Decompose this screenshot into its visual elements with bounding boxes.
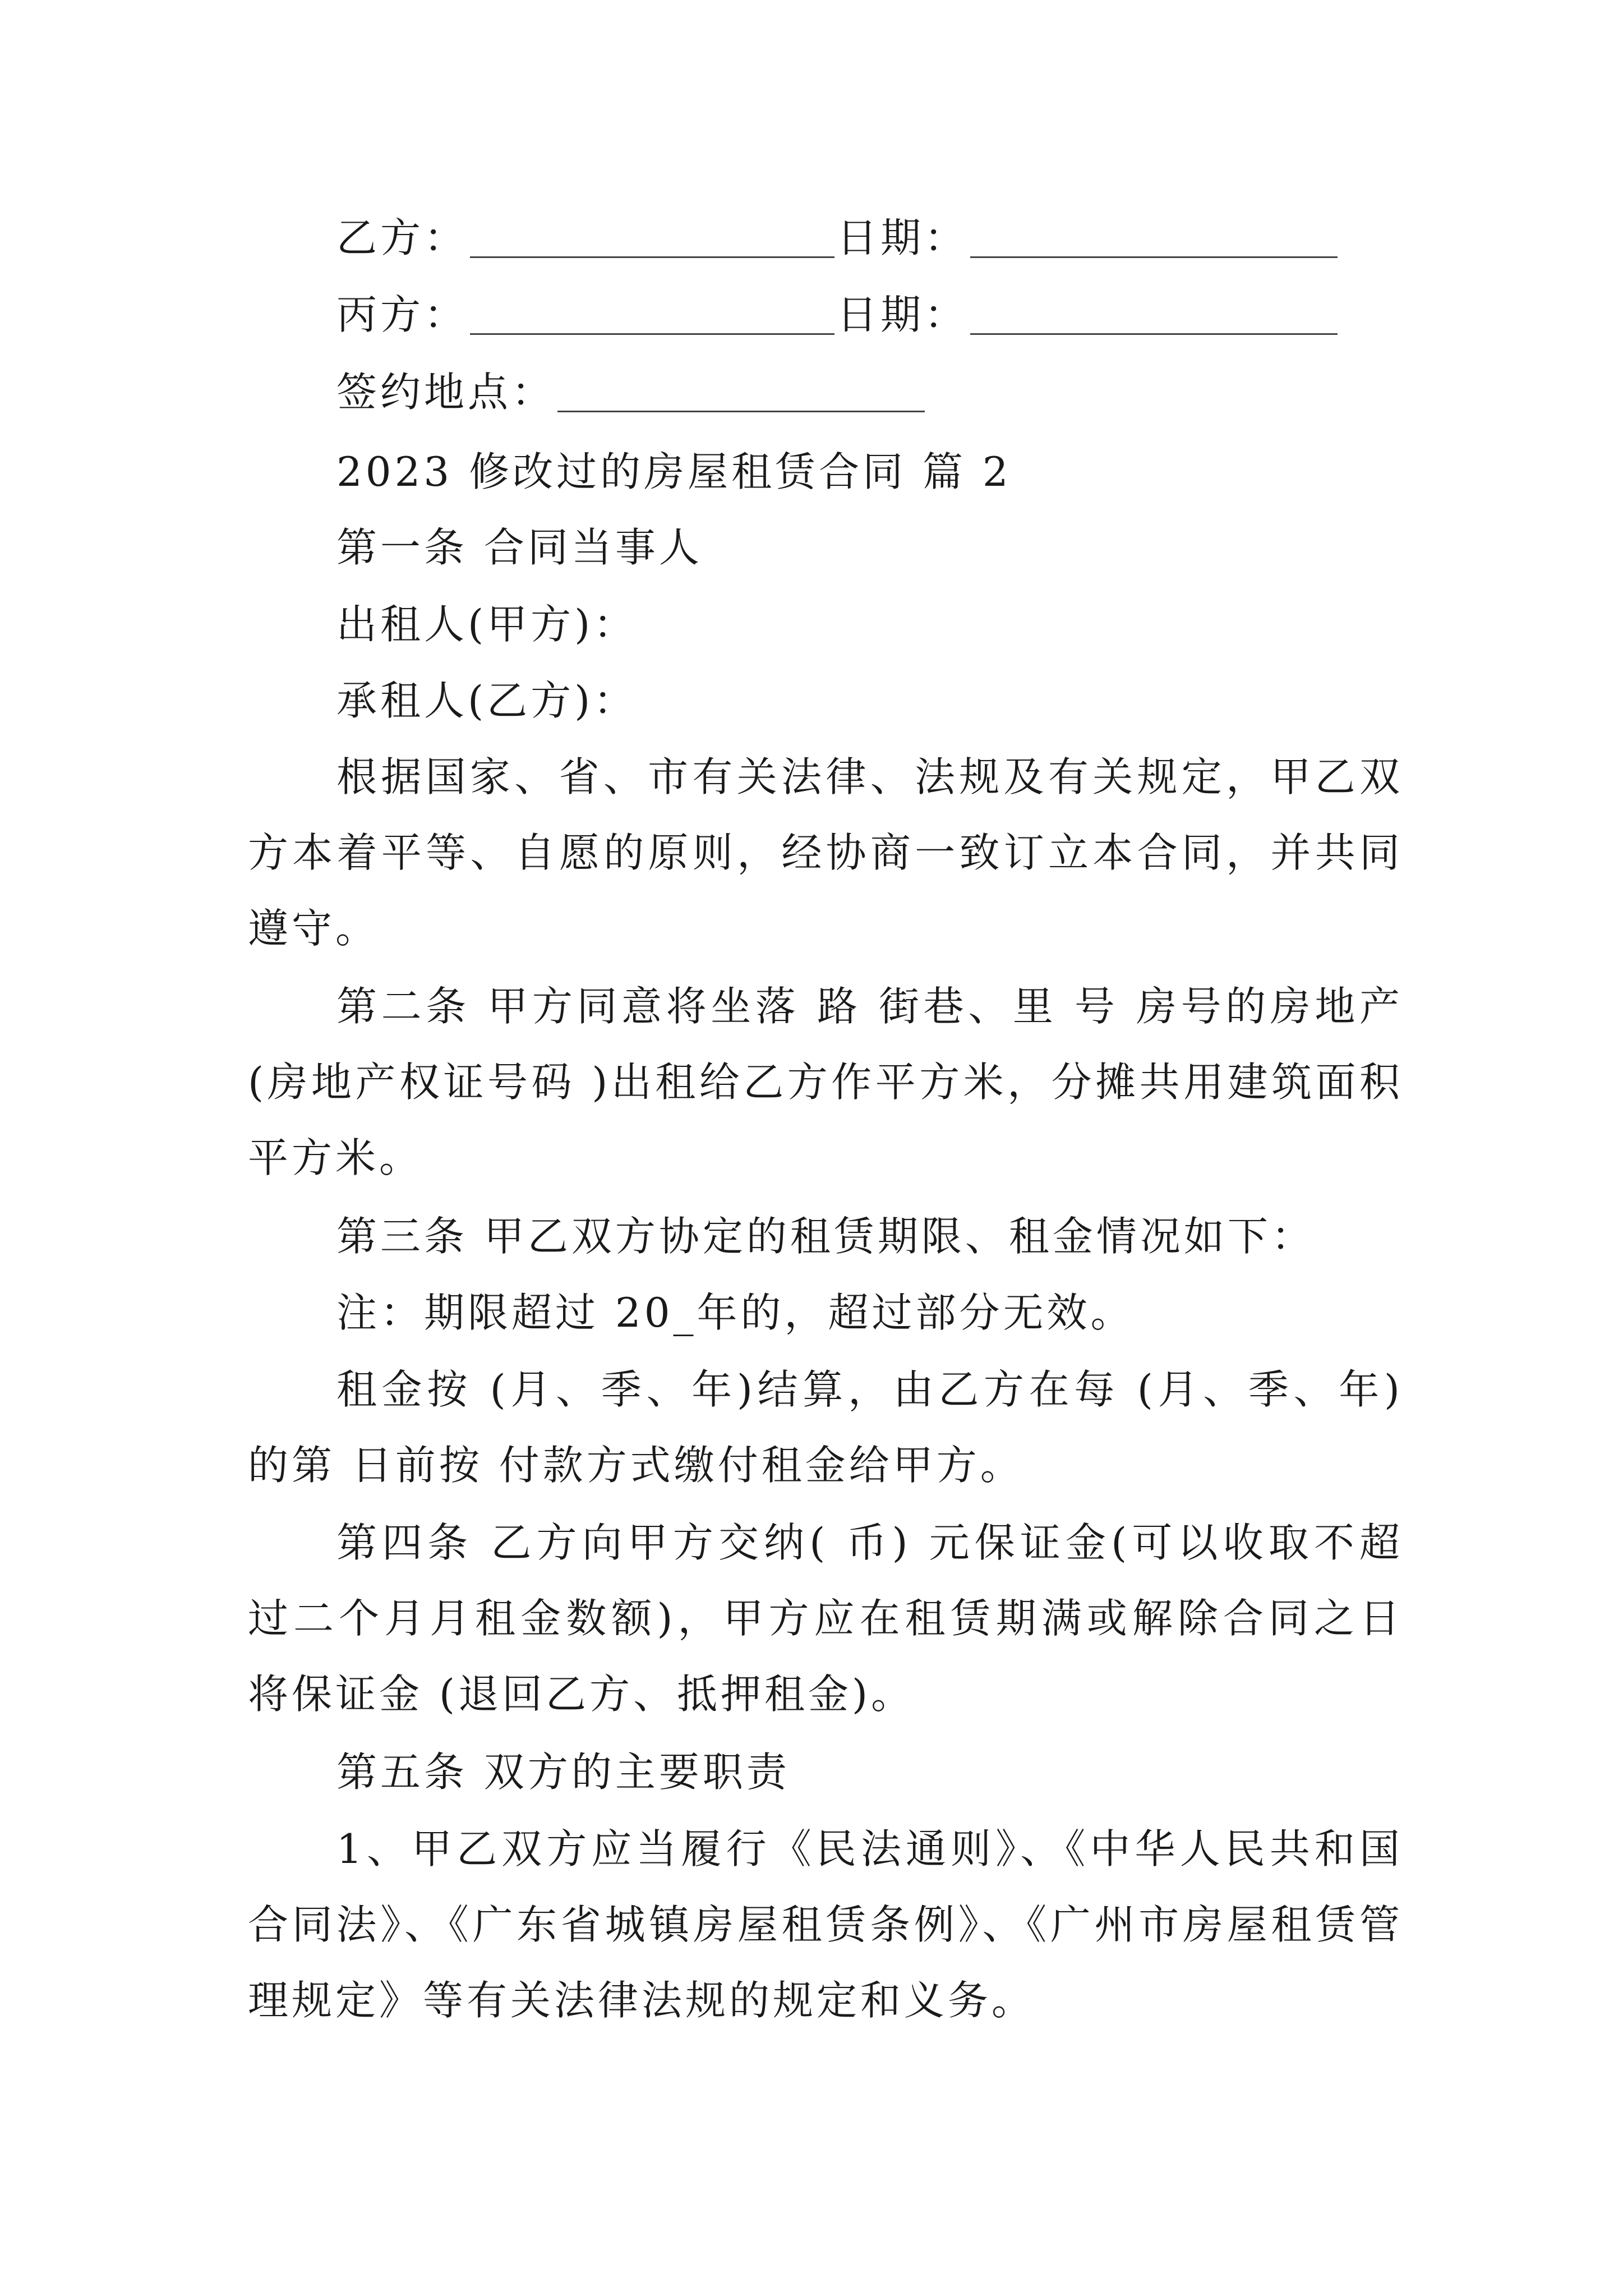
intro-paragraph: 根据国家、省、市有关法律、法规及有关规定，甲乙双方本着平等、自愿的原则，经协商一致订立本合同，并共同遵守。	[248, 753, 1403, 952]
term-note: 注：期限超过 20_年的，超过部分无效。	[336, 1289, 1135, 1336]
article-4-paragraph: 第四条 乙方向甲方交纳( 币) 元保证金(可以收取不超过二个月月租金数额)，甲方应在租赁期满或解除合同之日将保证金 (退回乙方、抵押租金)。	[248, 1519, 1403, 1718]
date-label: 日期：	[837, 291, 969, 338]
date-blank[interactable]	[970, 298, 1338, 335]
signature-row-bing	[336, 291, 1340, 338]
article-3-paragraph: 第三条 甲乙双方协定的租赁期限、租金情况如下：	[336, 1213, 1315, 1260]
place-blank[interactable]	[557, 376, 925, 412]
place-label: 签约地点：	[336, 369, 556, 416]
date-blank[interactable]	[970, 222, 1338, 258]
duty-1-paragraph: 1、甲乙双方应当履行《民法通则》、《中华人民共和国合同法》、《广东省城镇房屋租赁条例》、《广州市房屋租赁管理规定》等有关法律法规的规定和义务。	[248, 1825, 1403, 2024]
article-2-paragraph: 第二条 甲方同意将坐落 路 街巷、里 号 房号的房地产(房地产权证号码 )出租给乙方作平方米，分摊共用建筑面积 平方米。	[248, 983, 1403, 1181]
rent-paragraph: 租金按 (月、季、年)结算，由乙方在每 (月、季、年)的第 日前按 付款方式缴付租金给甲方。	[248, 1366, 1403, 1489]
lessee-line: 承租人(乙方)：	[336, 677, 638, 724]
section-title: 2023 修改过的房屋租赁合同 篇 2	[336, 448, 1012, 495]
date-label: 日期：	[837, 214, 969, 261]
article-5-title: 第五条 双方的主要职责	[336, 1749, 790, 1796]
signing-place-row	[336, 369, 927, 416]
party-signature-blank[interactable]	[470, 298, 834, 335]
lessor-line: 出租人(甲方)：	[336, 601, 638, 648]
article-1-title: 第一条 合同当事人	[336, 524, 703, 571]
party-label: 乙方：	[336, 214, 468, 261]
party-signature-blank[interactable]	[470, 222, 834, 258]
signature-row-yi	[336, 214, 1340, 261]
party-label: 丙方：	[336, 291, 468, 338]
